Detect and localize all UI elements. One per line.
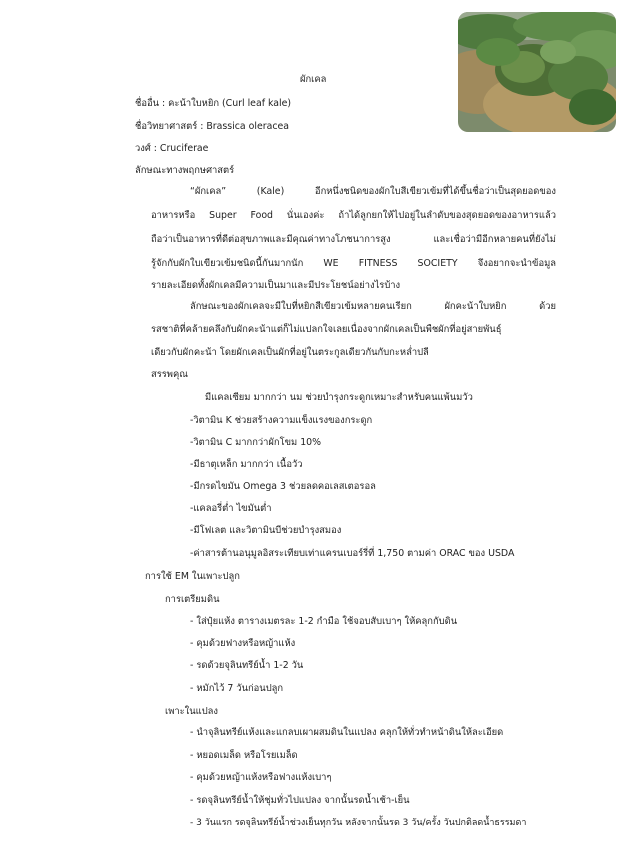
plot-heading: เพาะในแปลง xyxy=(165,706,218,717)
para2-line: รสชาติที่คล้ายคลึงกับผักคะน้าแต่ก็ไม่แปลกใจเลยเนื่องจากผักเคลเป็นพืชผักที่อยู่สายพันธุ์ xyxy=(151,324,502,335)
para2-line: ลักษณะของผักเคลจะมีใบที่หยิกสีเขียวเข้มหลายคนเรียก ผักคะน้าใบหยิก ด้วย xyxy=(190,301,556,312)
para1-line: รายละเอียดทั้งผักเคลมีความเป็นมาและมีประโยชน์อย่างไรบ้าง xyxy=(151,280,401,291)
benefit-item: -มีธาตุเหล็ก มากกว่า เนื้อวัว xyxy=(190,459,303,470)
para1-line: อาหารหรือ Super Food นั่นเองค่ะ ถ้าได้ลูกยกให้ไปอยู่ในลำดับของสุดยอดของอาหารแล้ว xyxy=(151,210,556,221)
doc-title: ผักเคล xyxy=(300,74,327,85)
para1-line: ถือว่าเป็นอาหารที่ดีต่อสุขภาพและมีคุณค่าทางโภชนาการสูง และเชื่อว่ามีอีกหลายคนที่ยังไม่ xyxy=(151,234,556,245)
benefit-item: -วิตามิน K ช่วยสร้างความแข็งแรงของกระดูก xyxy=(190,415,373,426)
soil-step: - รดด้วยจุลินทรีย์น้ำ 1-2 วัน xyxy=(190,660,304,671)
benefits-heading: สรรพคุณ xyxy=(151,369,188,380)
soil-heading: การเตรียมดิน xyxy=(165,594,220,605)
para1-line: “ผักเคล” (Kale) อีกหนึ่งชนิดของผักใบสีเขียวเข้มที่ได้ขึ้นชื่อว่าเป็นสุดยอดของ xyxy=(190,186,556,197)
em-heading: การใช้ EM ในเพาะปลูก xyxy=(145,571,240,582)
botany-heading: ลักษณะทางพฤกษศาสตร์ xyxy=(135,165,235,176)
family-name: วงศ์ : Cruciferae xyxy=(135,143,209,154)
plot-step: - หยอดเมล็ด หรือโรยเมล็ด xyxy=(190,750,298,761)
para1-line: รู้จักกับผักใบเขียวเข้มชนิดนี้กันมากนัก WE FITNESS SOCIETY จึงอยากจะนำข้อมูล xyxy=(151,258,556,269)
benefit-item: -มีโฟเลต และวิตามินบีช่วยบำรุงสมอง xyxy=(190,525,342,536)
benefit-item: -มีกรดไขมัน Omega 3 ช่วยลดคอเลสเตอรอล xyxy=(190,481,376,492)
plot-step: - นำจุลินทรีย์แห้งและแกลบเผาผสมดินในแปลง คลุกให้ทั่วทำหน้าดินให้ละเอียด xyxy=(190,727,504,738)
para2-line: เดียวกับผักคะน้า โดยผักเคลเป็นผักที่อยู่ในตระกูลเดียวกันกับกะหล่ำปลี xyxy=(151,347,429,358)
plot-step: - 3 วันแรก รดจุลินทรีย์น้ำช่วงเย็นทุกวัน หลังจากนั้นรด 3 วัน/ครั้ง วันปกติลดน้ำธรรมดา xyxy=(190,818,527,828)
soil-step: - คุมด้วยฟางหรือหญ้าแห้ง xyxy=(190,638,296,649)
kale-photo xyxy=(458,12,616,132)
other-name: ชื่ออื่น : คะน้าใบหยิก (Curl leaf kale) xyxy=(135,98,292,109)
soil-step: - ใส่ปุ๋ยแห้ง ตารางเมตรละ 1-2 กำมือ ใช้จอบสับเบาๆ ให้คลุกกับดิน xyxy=(190,616,458,627)
soil-step: - หมักไว้ 7 วันก่อนปลูก xyxy=(190,683,284,694)
scientific-name: ชื่อวิทยาศาสตร์ : Brassica oleracea xyxy=(135,121,290,132)
benefits-intro: มีแคลเซียม มากกว่า นม ช่วยบำรุงกระดูกเหมาะสำหรับคนแพ้นมวัว xyxy=(205,392,473,403)
benefit-item: -วิตามิน C มากกว่าผักโขม 10% xyxy=(190,437,322,448)
benefit-item: -แคลอรี่ต่ำ ไขมันต่ำ xyxy=(190,503,272,514)
plot-step: - รดจุลินทรีย์น้ำให้ชุ่มทั่วไปแปลง จากนั้นรดน้ำเช้า-เย็น xyxy=(190,795,410,806)
plot-step: - คุมด้วยหญ้าแห้งหรือฟางแห้งเบาๆ xyxy=(190,772,332,783)
benefit-item: -ค่าสารต้านอนุมูลอิสระเทียบเท่าแครนเบอร์รี่ที่ 1,750 ตามค่า ORAC ของ USDA xyxy=(190,548,515,559)
